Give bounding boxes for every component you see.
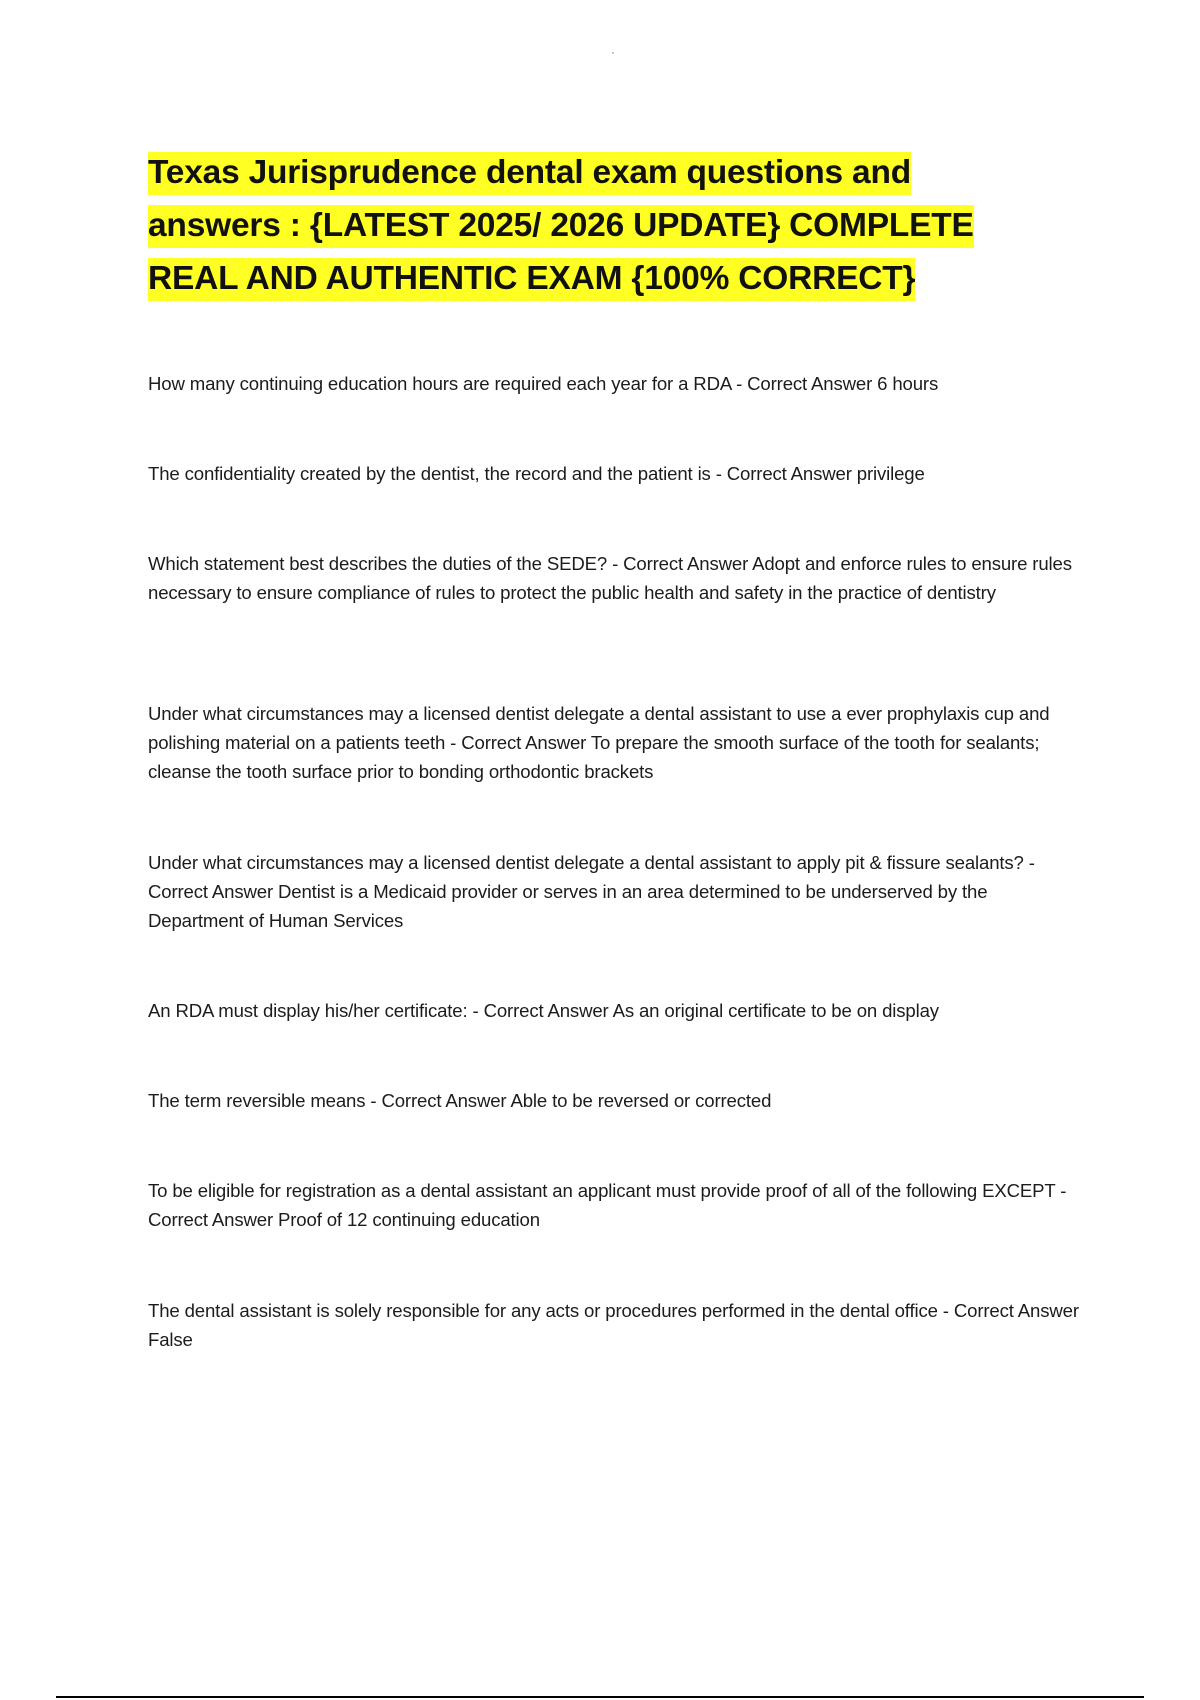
- qa-item-9: The dental assistant is solely responsible for any acts or procedures performed in the dental office - Correct Answer False: [148, 1300, 1079, 1350]
- bottom-divider: [56, 1696, 1144, 1698]
- page-mark: [612, 52, 614, 54]
- qa-item-4: Under what circumstances may a licensed dentist delegate a dental assistant to use a ever prophylaxis cup and polishing material on a patients teeth - Correct Answer To prepare the smooth surface of the tooth for sealants; cleanse the tooth surface prior to bonding orthodontic brackets: [148, 703, 1050, 782]
- qa-item-5: Under what circumstances may a licensed dentist delegate a dental assistant to apply pit & fissure sealants? - Correct Answer Dentist is a Medicaid provider or serves in an area determined to be underserved by the Department of Human Services: [148, 852, 1035, 931]
- qa-item-1: How many continuing education hours are required each year for a RDA - Correct Answer 6 hours: [148, 373, 939, 394]
- qa-item-3: Which statement best describes the duties of the SEDE? - Correct Answer Adopt and enforce rules to ensure rules necessary to ensure compliance of rules to protect the public health and safety in the practice of dentistry: [148, 553, 1072, 603]
- qa-item-8: To be eligible for registration as a dental assistant an applicant must provide proof of all of the following EXCEPT - Correct Answer Proof of 12 continuing education: [148, 1180, 1067, 1230]
- qa-item-7: The term reversible means - Correct Answer Able to be reversed or corrected: [148, 1090, 772, 1111]
- title-highlight: Texas Jurisprudence dental exam questions and answers : {LATEST 2025/ 2026 UPDATE} COMPLETE REAL AND AUTHENTIC EXAM {100% CORRECT}: [148, 152, 974, 301]
- document-title: [148, 146, 1048, 305]
- qa-item-6: An RDA must display his/her certificate: - Correct Answer As an original certificate to be on display: [148, 1000, 939, 1021]
- qa-item-2: The confidentiality created by the dentist, the record and the patient is - Correct Answer privilege: [148, 463, 925, 484]
